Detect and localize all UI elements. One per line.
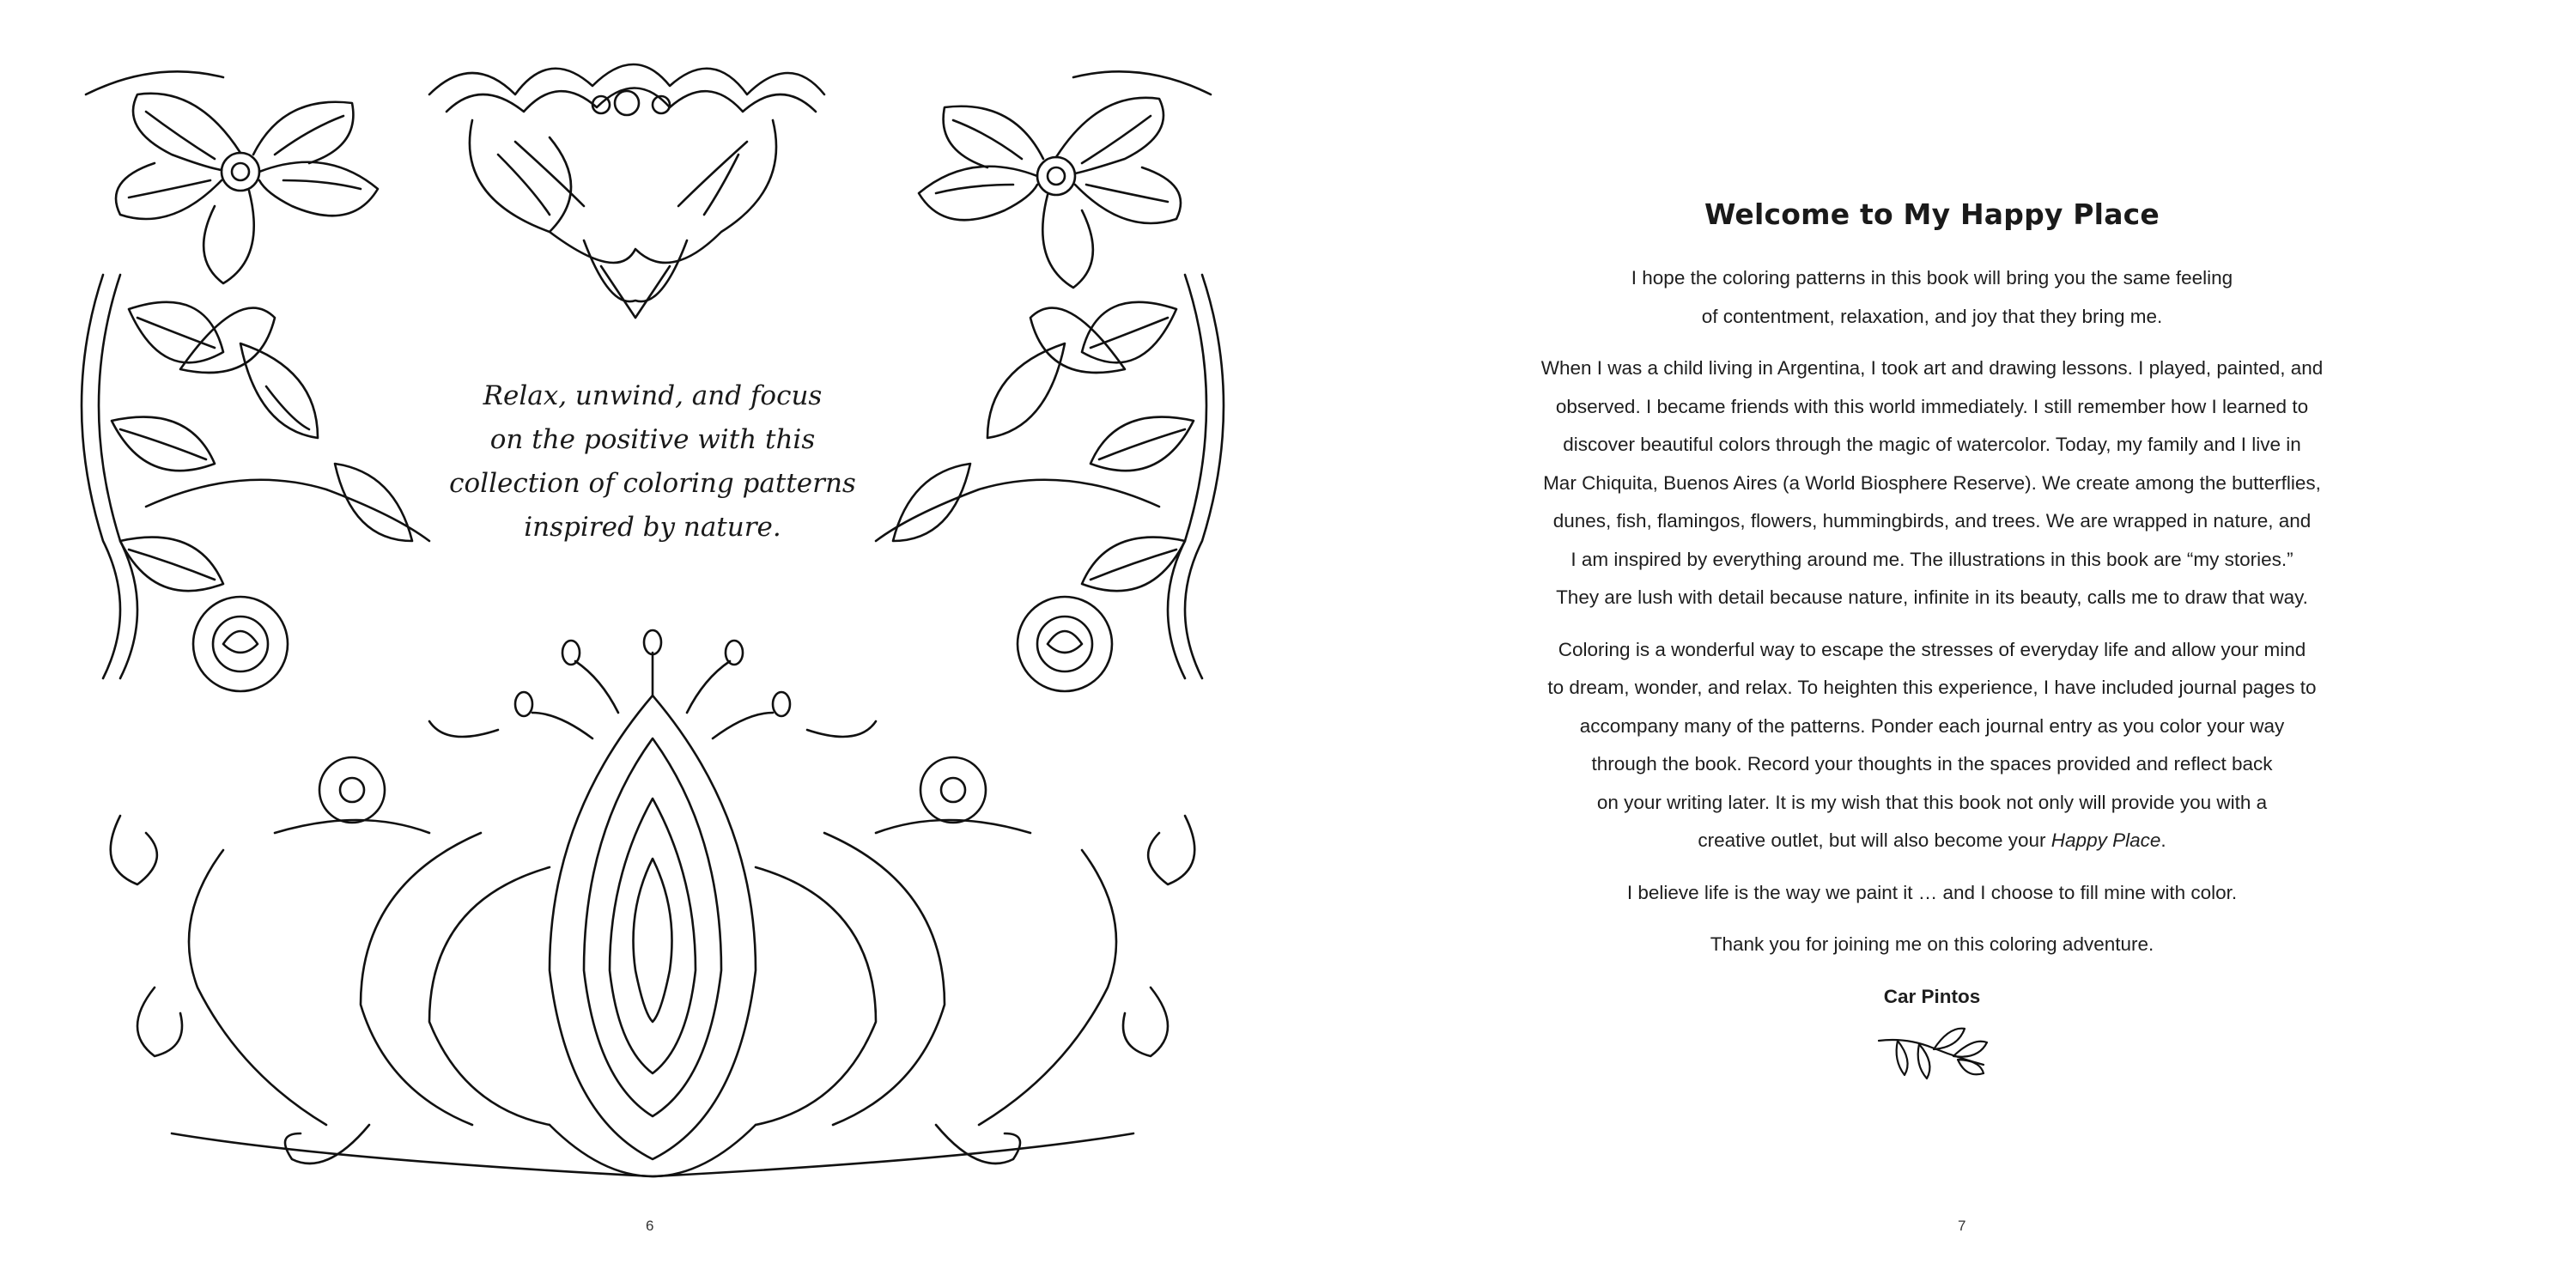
right-vine-leaves xyxy=(876,275,1224,678)
quote-line: on the positive with this xyxy=(489,424,816,455)
outer-curls xyxy=(111,816,1195,1125)
right-page xyxy=(1288,0,2576,1288)
italic-happy-place: Happy Place xyxy=(2050,829,2161,851)
welcome-letter xyxy=(1503,259,2361,1016)
quote-line: inspired by nature. xyxy=(524,512,781,543)
text-line: When I was a child living in Argentina, I took art and drawing lessons. I played, painted, and xyxy=(1540,357,2324,379)
paragraph xyxy=(1503,631,2361,860)
text-line: I hope the coloring patterns in this book will bring you the same feeling xyxy=(1631,267,2233,289)
author-signature: Car Pintos xyxy=(1883,985,1981,1007)
page-title: Welcome to My Happy Place xyxy=(1704,197,2160,231)
leaf-sprig-icon xyxy=(1872,1022,1992,1082)
floral-line-art-illustration xyxy=(69,60,1236,1194)
text-line: I am inspired by everything around me. The illustrations in this book are “my stories.” xyxy=(1571,548,2293,570)
text-line: observed. I became friends with this world immediately. I still remember how I learned to xyxy=(1555,395,2309,417)
top-left-flower xyxy=(86,71,378,283)
inspirational-quote xyxy=(447,369,859,555)
text-line: Mar Chiquita, Buenos Aires (a World Biosphere Reserve). We create among the butterflies, xyxy=(1543,471,2321,494)
text-line: Coloring is a wonderful way to escape the stresses of everyday life and allow your mind xyxy=(1558,638,2306,660)
quote-line: collection of coloring patterns xyxy=(449,468,856,499)
bottom-lotus xyxy=(172,696,1133,1176)
paragraph xyxy=(1503,874,2361,913)
text-fragment: . xyxy=(2160,829,2166,851)
text-line: Thank you for joining me on this coloring adventure. xyxy=(1710,933,2154,955)
text-line xyxy=(1503,822,2361,860)
text-line: through the book. Record your thoughts in the spaces provided and reflect back xyxy=(1591,753,2273,775)
text-line: of contentment, relaxation, and joy that they bring me. xyxy=(1701,305,2163,327)
left-vine-leaves xyxy=(82,275,429,678)
stamens xyxy=(429,630,876,738)
paragraph xyxy=(1503,349,2361,617)
page-number-right: 7 xyxy=(1958,1218,1966,1234)
text-line: dunes, fish, flamingos, flowers, hummingbirds, and trees. We are wrapped in nature, and xyxy=(1552,510,2312,532)
text-line: on your writing later. It is my wish that this book not only will provide you with a xyxy=(1596,791,2268,813)
text-line: accompany many of the patterns. Ponder each journal entry as you color your way xyxy=(1579,714,2285,737)
text-fragment: creative outlet, but will also become your xyxy=(1698,829,2051,851)
paragraph xyxy=(1503,926,2361,964)
text-line: to dream, wonder, and relax. To heighten this experience, I have included journal pages to xyxy=(1547,677,2317,698)
top-center-flower xyxy=(429,64,824,318)
text-line: I believe life is the way we paint it … and I choose to fill mine with color. xyxy=(1626,881,2238,903)
text-line: They are lush with detail because nature, infinite in its beauty, calls me to draw that way. xyxy=(1556,586,2308,608)
top-right-flower xyxy=(919,71,1211,288)
text-line: discover beautiful colors through the magic of watercolor. Today, my family and I live in xyxy=(1563,434,2301,455)
paragraph xyxy=(1503,259,2361,336)
page-number-left: 6 xyxy=(646,1218,654,1234)
quote-line: Relax, unwind, and focus xyxy=(483,380,823,411)
